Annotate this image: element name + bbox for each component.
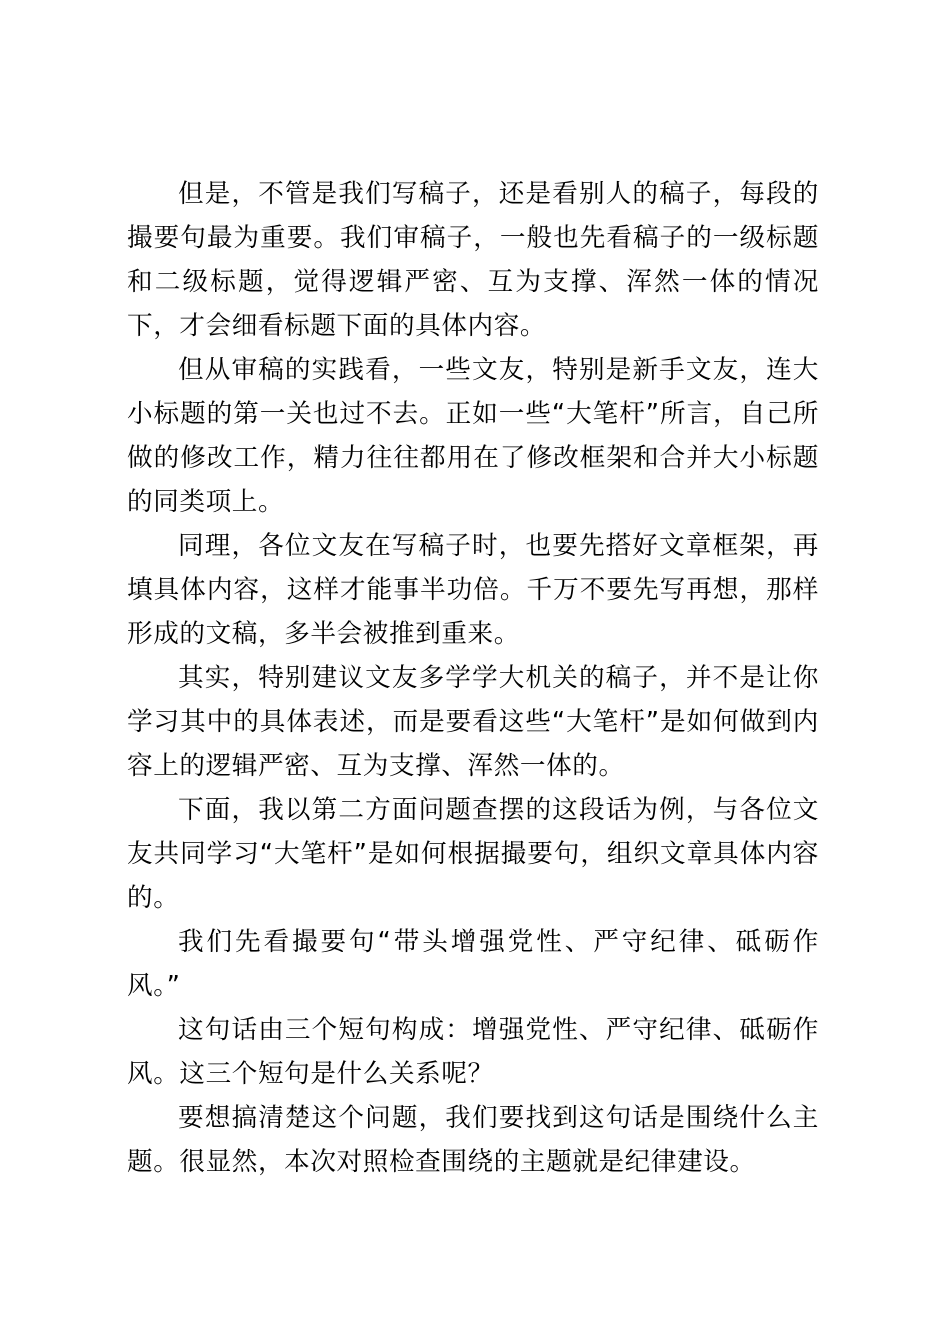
paragraph: 但从审稿的实践看，一些文友，特别是新手文友，连大小标题的第一关也过不去。正如一些“大笔杆”所言，自己所做的修改工作，精力往往都用在了修改框架和合并大小标题的同类项上。: [127, 355, 819, 517]
document-body: [127, 172, 819, 1184]
paragraph: 下面，我以第二方面问题查摆的这段话为例，与各位文友共同学习“大笔杆”是如何根据撮要句，组织文章具体内容的。: [127, 795, 819, 913]
paragraph: 我们先看撮要句“带头增强党性、严守纪律、砥砺作风。”: [127, 927, 819, 1001]
paragraph: 但是，不管是我们写稿子，还是看别人的稿子，每段的撮要句最为重要。我们审稿子，一般也先看稿子的一级标题和二级标题，觉得逻辑严密、互为支撑、浑然一体的情况下，才会细看标题下面的具体内容。: [127, 179, 819, 341]
paragraph: 要想搞清楚这个问题，我们要找到这句话是围绕什么主题。很显然，本次对照检查围绕的主题就是纪律建设。: [127, 1103, 819, 1177]
paragraph: 其实，特别建议文友多学学大机关的稿子，并不是让你学习其中的具体表述，而是要看这些“大笔杆”是如何做到内容上的逻辑严密、互为支撑、浑然一体的。: [127, 663, 819, 781]
paragraph: 同理，各位文友在写稿子时，也要先搭好文章框架，再填具体内容，这样才能事半功倍。千万不要先写再想，那样形成的文稿，多半会被推到重来。: [127, 531, 819, 649]
paragraph: 这句话由三个短句构成：增强党性、严守纪律、砥砺作风。这三个短句是什么关系呢？: [127, 1015, 819, 1089]
